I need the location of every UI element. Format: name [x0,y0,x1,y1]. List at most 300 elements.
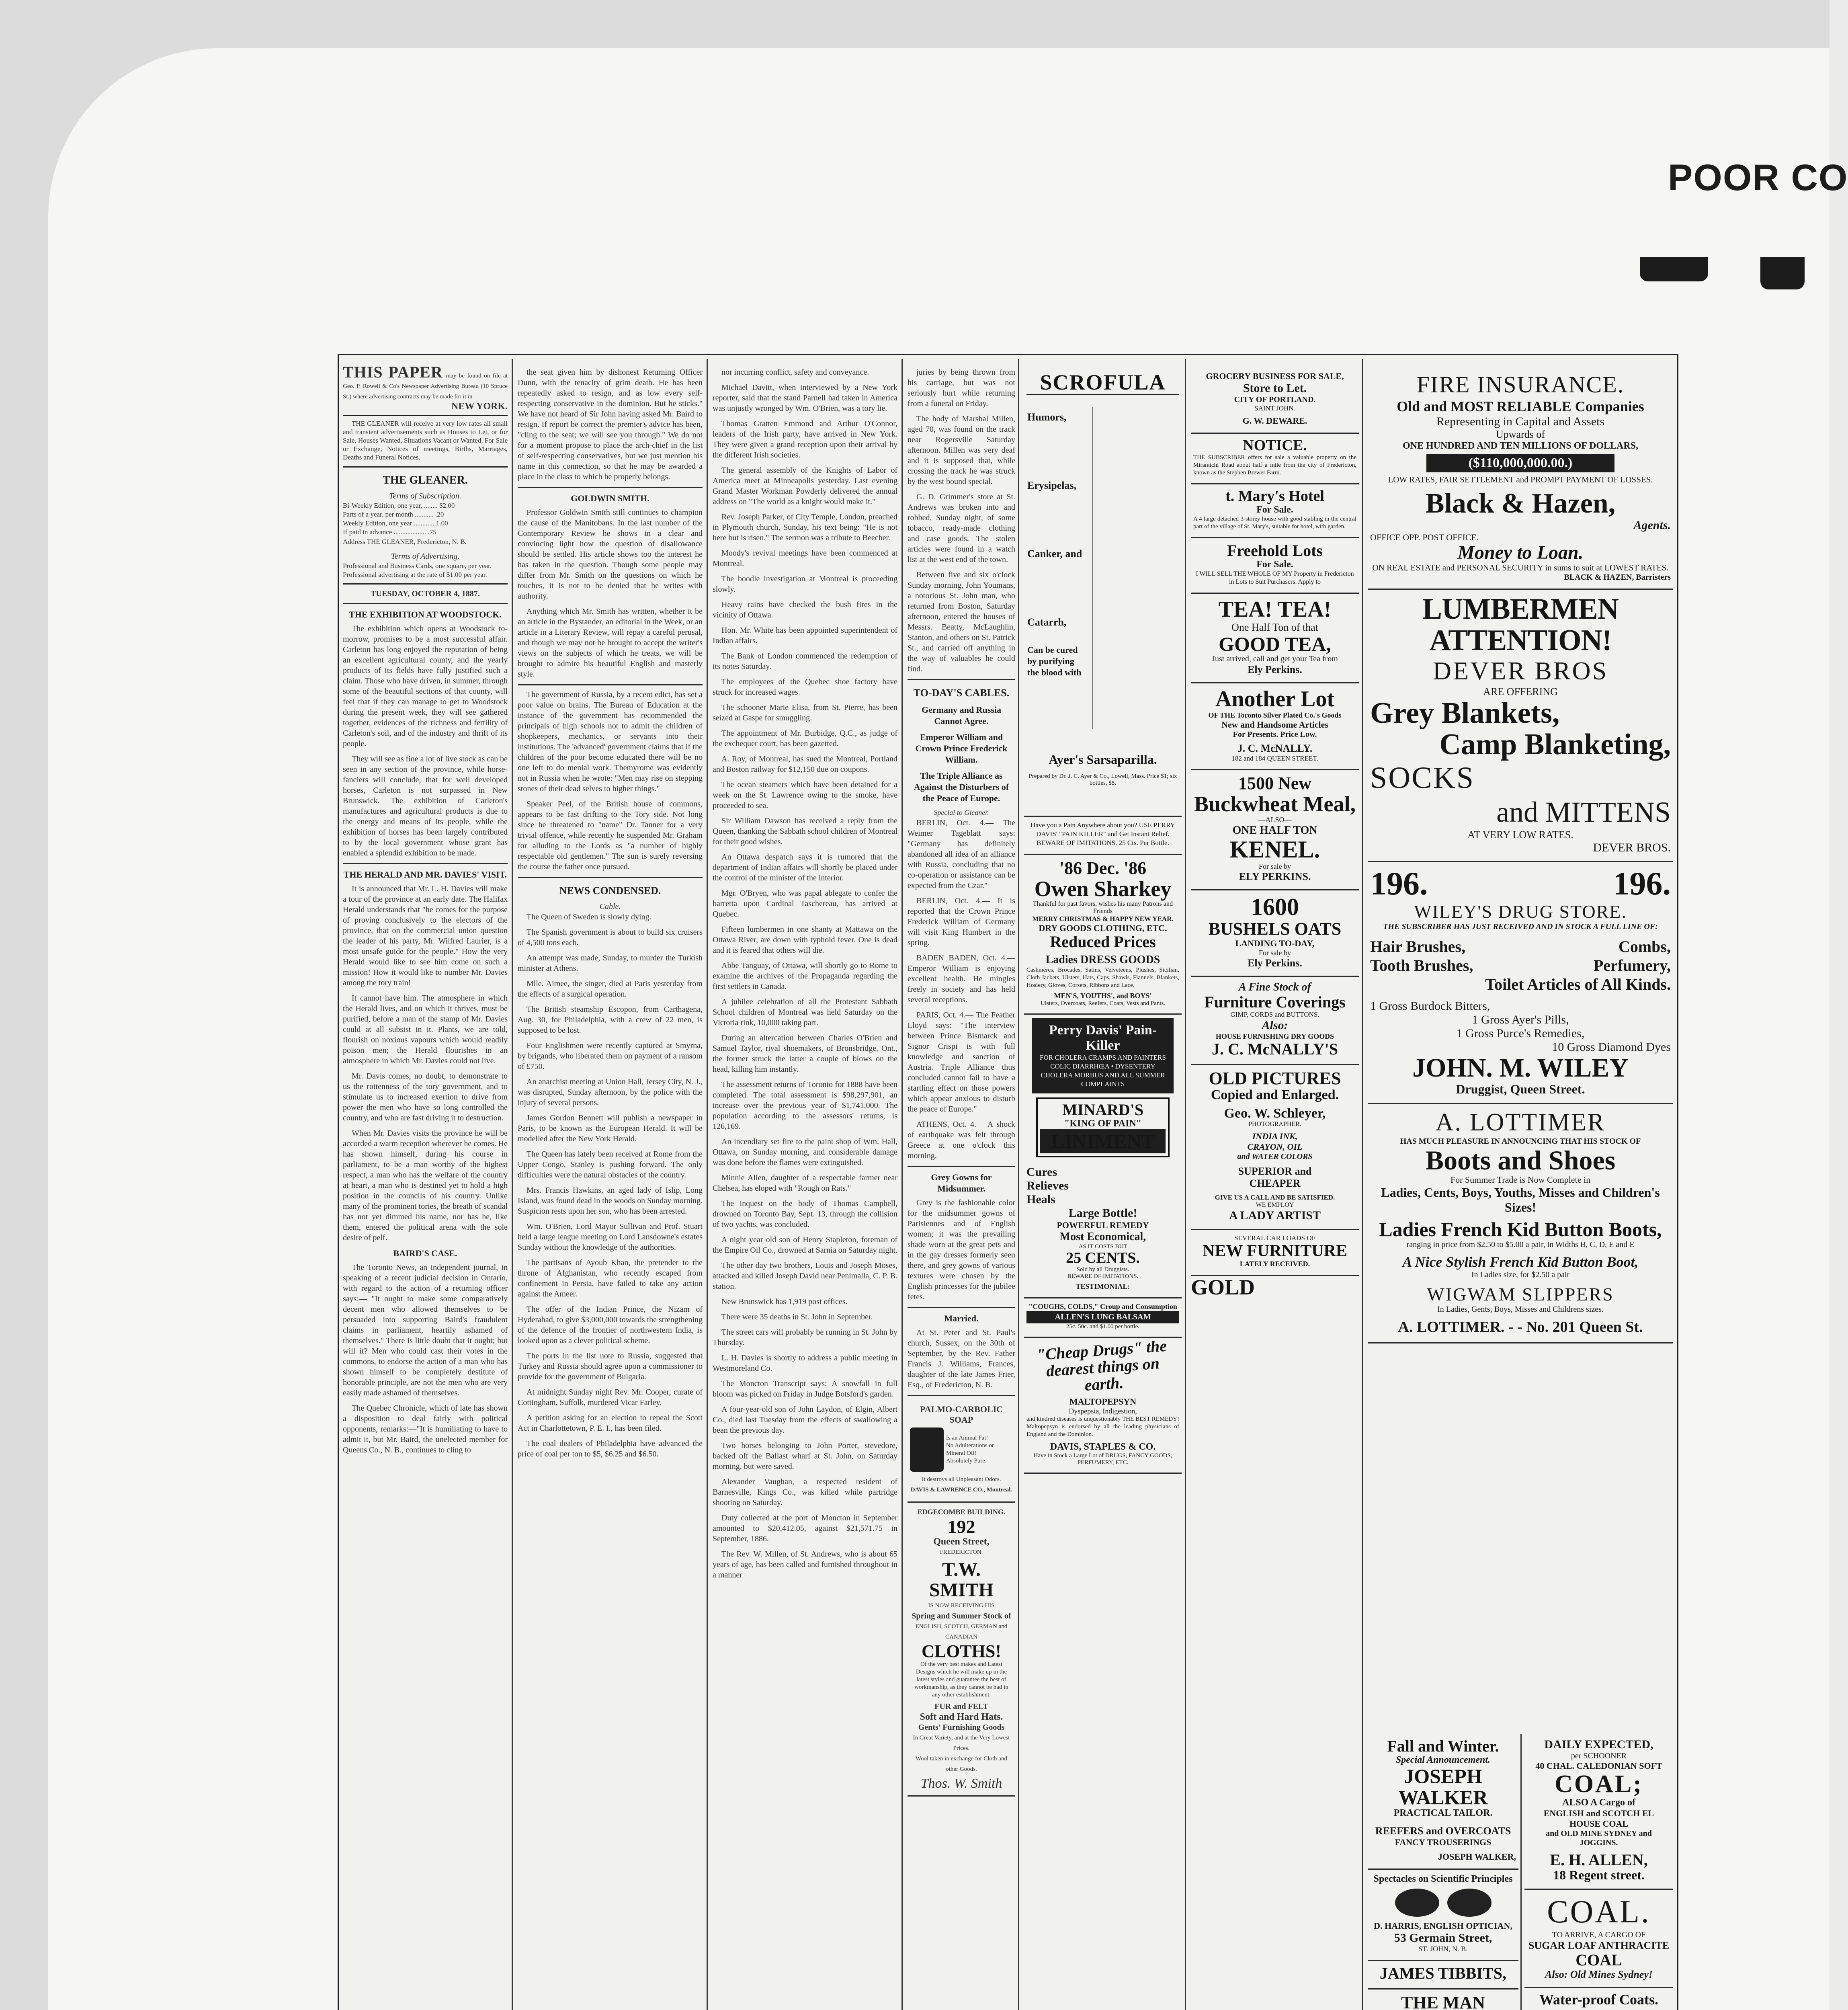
saint-john: SAINT JOHN. [1254,404,1295,412]
tooth-brushes: Tooth Brushes, [1370,956,1473,974]
lottimer: A. LOTTIMER [1435,1109,1606,1136]
upwards: Upwards of [1496,429,1545,440]
house-furnishing: HOUSE FURNISHING DRY GOODS [1215,1032,1334,1040]
most-economical: Most Economical, [1059,1231,1146,1243]
sugar-loaf: SUGAR LOAF ANTHRACITE [1528,1939,1670,1951]
palmo-maker: DAVIS & LAWRENCE CO., Montreal. [910,1487,1012,1493]
divider [343,583,508,585]
regent-street: 18 Regent street. [1553,1868,1645,1883]
reduced-prices: Reduced Prices [1050,932,1156,951]
money-to-loan: Money to Loan. [1457,541,1584,563]
news-item: Fifteen lumbermen in one shanty at Mattawa on the Ottawa River, are down with typhoid fever. One is dead and it is feared that others will die. [713,925,897,955]
mittens: and MITTENS [1496,796,1671,828]
joseph-walker-2: JOSEPH WALKER, [1438,1852,1516,1862]
car-loads: SEVERAL CAR LOADS OF [1234,1234,1315,1242]
news-item: The Queen has lately been received at Rome from the Upper Congo, Stanley is pushing forward. The only difficulties were the natural obstacles of the country. [518,1150,703,1179]
minards: MINARD'S [1062,1100,1144,1119]
herald-paragraph: When Mr. Davies visits the province he will be accorded a warm reception wherever he comes. He has shown himself, during his course in parliament, to be a man worthy of the highest respect, a man who has the welfare of the country at heart, a man who is destined yet to hold a high position in the councils of his country. Unlike many of the prominent tories, the breath of scandal has not yet dimmed his name, nor has he, like them, entered the political arena with the sole desire of pelf. [343,1129,508,1242]
news-item: Duty collected at the port of Moncton in September amounted to $20,412.05, against $21,571.75 in September, 1886. [713,1514,897,1543]
terms-line: Weekly Edition, one year ............ 1.00 [343,519,448,527]
stylish: A Nice Stylish French Kid Button Boot, [1402,1253,1639,1270]
news-item: A petition asking for an election to repeal the Scott Act in Charlottetown, P. E. I., has been filed. [518,1413,703,1433]
goldwin-headline: GOLDWIN SMITH. [571,493,649,503]
baird-continued: the seat given him by dishonest Returning Officer Dunn, with the tenacity of grim death. He has been repeatedly asked to resign, and as low every self-respecting conservative in the dominion. But he sticks." We have not heard of Sir John having asked Mr. Baird to resign. If report be correct the premier's advice has been, "cling to the seat; we will see you through." We do not for a moment propose to place the arch-chief in the list of self-respecting conservatives, but we just mention his name in this connection, so that he may be awarded a place in the class to which he properly belongs. [518,368,703,481]
tea-ad [1191,594,1359,683]
terms-line: Bi-Weekly Edition, one year, ........ $2.00 [343,502,455,509]
news-item: James Gordon Bennett will publish a newspaper in Paris, to be known as the European Herald. It will be modelled after the New York Herald. [518,1114,703,1143]
bushels-1600: 1600 [1251,893,1299,920]
baird-paragraph: The Toronto News, an independent journal, in speaking of a recent judicial decision in Ontario, with regard to the action of a returning officer says:— "It ought to make some comparatively decent men who allowed themselves to be persuaded into supporting Baird's fraudulent claims in parliament, heartily ashamed of themselves." There is little doubt that it ought; but will it? Men who could cast their votes in the commons, to endorse the action of a man who has shown himself to be completely destitute of honorable principle, are not the men who are very easily made ashamed of themselves. [343,1263,508,1397]
news-item: The Spanish government is about to build six cruisers of 4,500 tons each. [518,928,703,947]
newspaper-page [338,354,1678,2010]
st-marys-hotel-ad [1191,484,1359,538]
this-paper-title: THIS PAPER [343,363,443,381]
special-announcement: Special Announcement. [1395,1755,1491,1765]
freehold-lots: Freehold Lots [1227,541,1323,560]
dewar: G. W. DEWARE. [1242,416,1307,426]
english-scotch: ENGLISH and SCOTCH EL [1543,1808,1654,1819]
fine-stock: A Fine Stock of [1239,980,1311,993]
tooth-row [1370,956,1671,975]
pleasure: HAS MUCH PLEASURE IN ANNOUNCING THAT HIS STOCK OF [1400,1137,1641,1146]
column-7-split-rule [1520,1734,1522,2010]
perry-big: Perry Davis' Pain-Killer [1049,1022,1157,1053]
terms-subscription: Terms of Subscription. [389,492,461,500]
lottimer-ad [1368,1104,1673,1343]
coal-1: COAL; [1555,1770,1643,1798]
offering: ARE OFFERING [1483,686,1558,698]
great-variety: In Great Variety, and at the Very Lowest Prices. [913,1735,1010,1752]
ranging: ranging in price from $2.50 to $5.00 a pair, in Widths B, C, D, E and E [1406,1240,1635,1249]
cables-headline: TO-DAY'S CABLES. [913,687,1010,699]
news-item: Two horses belonging to John Porter, stevedore, backed off the Ballast wharf at St. John, on Saturday morning, but were saved. [713,1441,897,1471]
news-item: The Queen of Sweden is slowly dying. [527,913,652,921]
schleyer-ad [1191,1065,1359,1230]
perfumery: Perfumery, [1593,956,1671,974]
news-item: The coal dealers of Philadelphia have advanced the price of coal per ton to $5, $6.25 and $6.50. [518,1439,703,1458]
french-kid: Ladies French Kid Button Boots, [1379,1218,1662,1241]
cable-item: PARIS, Oct. 4.— The Feather Lloyd says: "The interview between Prince Bismarck and Signor Crispi is with full knowledge and sanction of Austria. Triple Alliance thus concluded cannot fail to have a startling effect on those powers which appear anxious to disturb the peace of Europe." [908,1011,1015,1114]
for-sale-by-2: For sale by [1259,948,1291,957]
column-2 [518,367,703,2010]
news-item: G. D. Grimmer's store at St. Andrews was broken into and robbed, Sunday night, of some tobacco, ready-made clothing and case goods. The stolen articles were found in a watch list at the west end of the town. [908,492,1015,564]
news-item: At midnight Sunday night Rev. Mr. Cooper, curate of Cottingham, Suffolk, murdered Vicar Farley. [518,1388,703,1407]
tea: TEA! TEA! [1218,597,1332,622]
column-rule [512,359,513,2010]
news-item: The body of Marshal Millen, aged 70, was found on the track near Rogersville Saturday afternoon. Millen was very deaf and it is supposed that, while crossing the track he was struck by the west bound special. [908,414,1015,486]
one-half-ton: ONE HALF TON [1232,824,1317,837]
grey-blankets: Grey Blankets, [1370,697,1560,730]
low-rates: LOW RATES, FAIR SETTLEMENT and PROMPT PAYMENT OF LOSSES. [1388,475,1653,484]
house-coal: HOUSE COAL [1569,1819,1629,1829]
beware: BEWARE OF IMITATIONS. [1067,1273,1139,1280]
grocery-ad [1191,367,1359,434]
office: OFFICE OPP. POST OFFICE. [1370,532,1479,542]
news-item: Sir William Dawson has received a reply from the Queen, thanking the Sabbath school children of Montreal for their good wishes. [713,816,897,846]
news-item: A jubilee celebration of all the Protestant Sabbath School children of Montreal was held Saturday on the Victoria rink, 10,000 taking part. [713,997,897,1027]
stylish-sub: In Ladies size, for $2.50 a pair [1471,1270,1570,1279]
column-5 [1024,367,1182,2010]
new-furniture-ad [1191,1230,1359,1276]
st-john: ST. JOHN, N. B. [1418,1945,1468,1953]
lottimer-2: A. LOTTIMER. - - No. 201 Queen St. [1398,1318,1643,1335]
cable-item: ATHENS, Oct. 4.— A shock of earthquake was felt through Greece at one o'clock this morning. [908,1120,1015,1160]
india-ink: INDIA INK, [1252,1131,1298,1141]
edge-street: Queen Street, [933,1536,990,1547]
cheap-drugs: "Cheap Drugs" the dearest things on earth. [1036,1337,1168,1395]
news-item: Moody's revival meetings have been commenced at Montreal. [713,549,897,568]
news-item: Minnie Allen, daughter of a respectable farmer near Chelsea, has eloped with "Rough on Rats." [713,1173,897,1193]
diamond-dyes: 10 Gross Diamond Dyes [1552,1040,1671,1054]
this-paper-notice [343,363,508,416]
davis-staples: DAVIS, STAPLES & CO. [1050,1442,1156,1452]
number-196-right: 196. [1613,865,1671,902]
schleyer: Geo. W. Schleyer, [1224,1106,1326,1121]
exhibition-paragraph: The exhibition which opens at Woodstock to-morrow, promises to be a most successful affair. Carleton has long enjoyed the reputation of being an excellent agricultural county, and the yearly products of its fields have fully justified such a claim. Those who have driven, in summer, through some of the beautiful sections of that county, will feel that if they can manage to get to Woodstock during the present week, they will see gathered together, evidences of the richness and fertility of Carleton's soil, and of the industry and thrift of its people. [343,624,508,748]
merry: MERRY CHRISTMAS & HAPPY NEW YEAR. [1032,915,1174,923]
ely-perkins-2: ELY PERKINS. [1239,870,1311,882]
news-item: Mlle. Aimee, the singer, died at Paris yesterday from the effects of a surgical operation. [518,979,703,999]
mcnally-address: 182 and 184 QUEEN STREET. [1231,754,1318,762]
heals: Heals [1026,1193,1055,1206]
representing: Representing in Capital and Assets [1436,415,1605,428]
adv-line: Professional advertising at the rate of $1.00 per year. [343,571,487,578]
owen-sharkey: Owen Sharkey [1034,877,1172,901]
landing: LANDING TO-DAY, [1235,938,1315,948]
socks: SOCKS [1370,761,1475,795]
news-item: The street cars will probably be running in St. John by Thursday. [713,1328,897,1347]
tea-sub: Just arrived, call and get your Tea from [1212,654,1338,664]
king-of-pain: "KING OF PAIN" [1064,1118,1141,1129]
owen-sharkey-ad [1024,855,1182,1015]
news-item: The ocean steamers which have been detained for a week on the St. Lawrence owing to the smoke, have proceeded to sea. [713,780,897,810]
column-7-right [1524,1734,1673,2010]
news-item: Abbe Tanguay, of Ottawa, will shortly go to Rome to examine the archives of the Propaganda regarding the first settlers in Canada. [713,961,897,991]
new-handsome: New and Handsome Articles [1221,719,1328,730]
divider [518,684,703,685]
grey-gowns-headline: Grey Gowns for Midsummer. [931,1172,992,1194]
herald-paragraph: It cannot have him. The atmosphere in which the Herald lives, and on which it thrives, must be purified, before a man of the stamp of Mr. Davies could at all subsist in it. Plants, we are told, flourish on noxious vapours which would readily poison men; the Herald flourishes in an atmosphere in which Mr. Davies could not live. [343,994,508,1065]
the-man-ad [1368,1989,1518,2010]
davis-sub: Have in Stock a Large Lot of DRUGS, FANCY GOODS, PERFUMERY, ETC. [1033,1452,1172,1466]
relieves: Relieves [1026,1179,1069,1193]
scrofula-labels [1027,411,1088,678]
news-item: An attempt was made, Sunday, to murder the Turkish minister at Athens. [518,954,703,973]
palmo-line: No Adulterations or Mineral Oil! [946,1442,994,1456]
freehold-body: I WILL SELL THE WHOLE OF MY Property in Fredericton in Lots to Suit Purchasers. Apply to [1196,570,1354,585]
news-item: The inquest on the body of Thomas Campbell, drowned on Toronto Bay, Sept. 13, through the collision of two yachts, was concluded. [713,1199,897,1229]
news-item: juries by being thrown from his carriage, but was not seriously hurt while returning from a funeral on Friday. [908,368,1015,408]
notice-body: THE SUBSCRIBER offers for sale a valuable property on the Miramichi Road about half a mile from the city of Fredericton, known as the Stephen Brewer Farm. [1193,454,1356,476]
palmo-body [910,1428,1013,1472]
portland: CITY OF PORTLAND. [1234,395,1316,404]
boots-shoes: Boots and Shoes [1425,1145,1616,1176]
news-item: Rev. Joseph Parker, of City Temple, London, preached in Plymouth church, Sunday, his text being: "He is not here but is risen." The sermon was a tribute to Beecher. [713,513,897,542]
store-to-let: Store to Let. [1243,381,1307,395]
edge-city: FREDERICTON. [940,1549,983,1556]
also-2: Also: [1262,1018,1288,1032]
fire-insurance-ad [1368,367,1673,590]
news-item: A. Roy, of Montreal, has sued the Montreal, Portland and Boston railway for $12,150 due on coupons. [713,755,897,774]
scrofula-ad [1024,367,1182,817]
scrofula-label: Erysipelas, [1027,480,1077,491]
news-item: Wm. O'Brien, Lord Mayor Sullivan and Prof. Stuart held a large league meeting on Lord Lansdowne's estates Sunday without the knowledge of the authorities. [518,1222,703,1252]
news-item: The employees of the Quebec shoe factory have struck for increased wages. [713,677,897,697]
divider [343,466,508,468]
eye-icon [1447,1889,1492,1917]
eh-allen: E. H. ALLEN, [1550,1851,1648,1869]
coal-3: COAL [1576,1951,1622,1969]
lately: LATELY RECEIVED. [1240,1259,1310,1268]
news-item: Hon. Mr. White has been appointed superintendent of Indian affairs. [713,626,897,645]
freehold-ad [1191,538,1359,594]
fire-insurance: FIRE INSURANCE. [1416,371,1625,398]
divider [908,1166,1015,1167]
column-6 [1191,367,1359,2010]
the-man: THE MAN [1401,1993,1485,2010]
minards-cures [1024,1161,1182,1298]
news-item: An Ottawa despatch says it is rumored that the department of Indian affairs will shortly be placed under the control of the minister of the interior. [713,853,897,882]
news-item: L. H. Davies is shortly to address a public meeting in Westmoreland Co. [713,1354,897,1373]
ely-perkins-3: Ely Perkins. [1248,957,1302,969]
very-low: AT VERY LOW RATES. [1467,829,1573,841]
scrofula-label: Humors, [1027,411,1067,423]
testimonial: TESTIMONIAL: [1076,1282,1130,1291]
barristers: BLACK & HAZEN, Barristers [1564,572,1671,582]
notice: NOTICE. [1243,437,1307,454]
allens-ad [1024,1298,1182,1338]
news-item: The Bank of London commenced the redemption of its notes Saturday. [713,652,897,671]
burdock: 1 Gross Burdock Bitters, [1370,999,1490,1013]
optician-ad [1368,1870,1518,1961]
news-item: During an altercation between Charles O'Brien and Samuel Taylor, rival shoemakers, of Bronsbridge, Ont., the former struck the latter a couple of blows on the head, killing him instantly. [713,1034,897,1074]
russia-paragraph: The government of Russia, by a recent edict, has set a poor value on brains. The Bureau of Education at the instance of the government has recommended the principals of high schools not to admit the children of shopkeepers, mechanics, or servants into their institutions. The 'advanced' government claims that if the children of the poor become educated there will be no one left to do menial work. Themyrome was evidently not in Russia when he wrote: "Men may rise on stepping stones of their dead selves to higher things." [518,690,703,793]
gold: GOLD [1191,1275,1255,1299]
brushes-row [1370,937,1671,956]
cloths: CLOTHS! [921,1641,1002,1661]
divider [343,603,508,604]
wool: Wool taken in exchange for Cloth and other Goods. [916,1756,1007,1773]
wiley-drug-store: WILEY'S DRUG STORE. [1414,901,1627,922]
spectacles: Spectacles on Scientific Principles [1373,1874,1513,1884]
cures: Cures [1026,1165,1057,1179]
palmo-title: PALMO-CARBOLIC SOAP [920,1404,1003,1425]
old-pictures: OLD PICTURES [1209,1068,1341,1088]
news-item: A four-year-old son of John Laydon, of Elgin, Albert Co., died last Tuesday from the effects of swallowing a bean the previous day. [713,1405,897,1435]
dever-bros-ad [1368,590,1673,862]
news-item: The partisans of Ayoub Khan, the pretender to the throne of Afghanistan, who recently escaped from confinement in Persia, have failed to take any action against the Ameer. [518,1258,703,1298]
copied: Copied and Enlarged. [1211,1087,1339,1103]
presents: For Presents. Price Low. [1233,730,1317,739]
gleaner-intro: THE GLEANER will receive at very low rates all small and transient advertisements such as Houses to Let, or for Sale, Houses Wanted, Situations Vacant or Wanted, For Sale or Exchange, Notices of meetings, Births, Marriages, Deaths and Funeral Notices. [343,420,508,461]
divider [908,1307,1015,1308]
for-sale-by: For sale by [1259,862,1291,870]
number-196-left: 196. [1370,865,1428,902]
summer-trade: For Summer Trade is Now Complete in [1450,1175,1591,1185]
tw-smith: T.W. SMITH [929,1559,994,1601]
baird-paragraph: The Quebec Chronicle, which of late has shown a disposition to deal fairly with political opponents, remarks:—"It is humiliating to have to admit it, but Mr. Baird, the unelected member for Queens Co., N. B., continues to cling to [343,1404,508,1454]
column-rule [1362,359,1363,2010]
soap-box-illustration [910,1428,944,1472]
exhibition-headline: THE EXHIBITION AT WOODSTOCK. [349,609,502,619]
waterproof-ad [1524,1988,1673,2010]
cents: 25 CENTS. [1066,1249,1140,1267]
film-tab [1640,257,1708,281]
news-item: The Rev. W. Millen, of St. Andrews, who is about 65 years of age, has been called and furnished throughout in a manner [713,1550,897,1579]
ladies-dress-goods: Ladies DRESS GOODS [1045,953,1160,966]
large-bottle: Large Bottle! [1068,1206,1137,1220]
news-item: The offer of the Indian Prince, the Nizam of Hyderabad, to give $3,000,000 towards the strengthening of the defence of the frontier of northwestern India, is looked upon as a clever political scheme. [518,1305,703,1345]
dever: DEVER BROS [1432,656,1608,685]
divider [908,679,1015,680]
column-4 [908,367,1015,2010]
palmo-line: Absolutely Pure. [946,1458,987,1464]
mcnally: J. C. McNALLY. [1237,742,1313,754]
grey-gowns-paragraph: Grey is the fashionable color for the midsummer gowns of Parisiennes and of English women; it was the prevailing shade worn at the great pets and in the gay dresses formerly seen there, and grey gowns of various textures were chosen by the English princesses for the jubilee fetes. [908,1198,1015,1301]
tw-smith-ad [908,1503,1015,1797]
column-rule [1018,359,1019,2010]
news-item: A night year old son of Henry Stapleton, foreman of the Empire Oil Co., drowned at Sarnia on Saturday night. [713,1235,897,1255]
column-7 [1368,367,1673,2010]
another-lot: Another Lot [1215,687,1335,712]
eye-icon [1395,1889,1439,1917]
mens-sub: Ulsters, Overcoats, Reefers, Coats, Vests and Pants. [1040,1000,1166,1007]
new-1500: 1500 New [1238,773,1312,793]
mcnallys: J. C. McNALLY'S [1211,1040,1338,1058]
news-item: The general assembly of the Knights of Labor of America meet at Minneapolis yesterday. Last evening Grand Master Workman Powderly delivered the annual address on "The world as a knight would make it." [713,466,897,506]
furniture-coverings-ad [1191,977,1359,1065]
silver-plate-ad [1191,683,1359,770]
hats: Soft and Hard Hats. [920,1712,1003,1723]
herald-paragraph: Mr. Davis comes, no doubt, to demonstrate to us the rottenness of the tory government, and to stimulate us to increased exertion to drive from power the men who have so long controlled the country, and who are fast driving it to destruction. [343,1072,508,1122]
goldwin-paragraph: Professor Goldwin Smith still continues to champion the cause of the Manitobans. In the last number of the Contemporary Review he shows in a clear and convincing light how the question of disallowance should be settled. His article shows too the interest he has taken in the question. Though some people may differ from Mr. Smith on the questions on which he touches, it is not to be denied that he writes with authority. [518,508,703,601]
real-estate: ON REAL ESTATE and PERSONAL SECURITY in sums to suit at LOWEST RATES. [1372,562,1669,572]
speaker-paragraph: Speaker Peel, of the British house of commons, appears to be fast drifting to the Tory side. Not long since he threatened to "name" Dr. Tanner for a very trivial offence, while recently he suspended Mr. Graham for alluding to the Lords as "a number of highly respectable old gentlemen." The sun is surely reversing the course the father once pursued. [518,800,703,871]
cheaper: CHEAPER [1249,1177,1301,1189]
fancy: FANCY TROUSERINGS [1395,1837,1492,1847]
arrive: TO ARRIVE, A CARGO OF [1552,1930,1646,1939]
testimonial-column [1092,407,1178,729]
maltopepsyn-ad [1024,1338,1182,1474]
mens: MEN'S, YOUTHS', and BOYS' [1054,991,1152,1000]
hotel-for-sale: For Sale. [1256,504,1293,515]
furniture-coverings: Furniture Coverings [1204,993,1346,1011]
special-note: Special to Gleaner. [934,808,989,816]
superior: SUPERIOR and [1238,1165,1312,1177]
wigwam: WIGWAM SLIPPERS [1427,1284,1614,1304]
caledonian: 40 CHAL. CALEDONIAN SOFT [1535,1761,1662,1771]
cable-item: BERLIN, Oct. 4.— It is reported that the Crown Prince Frederick William of Germany will visit King Humbert in the spring. [908,896,1015,947]
spring-summer: Spring and Summer Stock of [912,1612,1011,1621]
cable-item: BADEN BADEN, Oct. 4.— Emperor William is enjoying excellent health. He mingles freely in society and has held several receptions. [908,954,1015,1004]
tibbits-ad [1368,1961,1518,1989]
news-item: The other day two brothers, Louis and Joseph Moses, attacked and killed Joseph David near Penimalla, C. P. B. station. [713,1261,897,1291]
news-item: Mrs. Francis Hawkins, an aged lady of Islip, Long Island, was found dead in the woods on Sunday morning. Suspicion rests upon her son, who has been arrested. [518,1186,703,1216]
adv-line: Professional and Business Cards, one square, per year. [343,562,492,570]
scrofula-label: Canker, and [1027,548,1082,560]
cargo: ALSO A Cargo of [1562,1797,1635,1808]
mines: and OLD MINE SYDNEY and JOGGINS. [1546,1829,1652,1848]
news-item: Michael Davitt, when interviewed by a New York reporter, said that the stand Parnell had taken in America was unjustly wronged by Wm. O'Brien, was a tory lie. [713,383,897,413]
schooner: per SCHOONER [1571,1752,1627,1760]
cable-item: BERLIN, Oct. 4.— The Weimer Tageblatt says: "Germany has definitely abandoned all idea of an alliance with Russia, concluding that no co-operation or assistance can be expected from the Czar." [908,818,1015,890]
pain-killer-box: Have you a Pain Anywhere about you? USE PERRY DAVIS' "PAIN KILLER" and Get Instant Relief. BEWARE OF IMITATIONS. 25 Cts. Per Bottle. [1024,817,1182,855]
cost: AS IT COSTS BUT [1078,1243,1127,1250]
st-marys-hotel: t. Mary's Hotel [1225,487,1324,505]
this-paper-note: may be found on file at Geo. P. Rowell & Co's Newspaper Advertising Bureau (10 Spruce St.) where advertising contracts may be made for it in [343,373,508,400]
news-item: The schooner Marie Elisa, from St. Pierre, has been seized at Gaspe for smuggling. [713,703,897,722]
stock-types: ENGLISH, SCOTCH, GERMAN and CANADIAN [915,1623,1008,1641]
this-paper-city: NEW YORK. [451,401,508,412]
coal-2: COAL. [1547,1894,1651,1930]
malto-body: and kindred diseases is unquestionably THE BEST REMEDY! Maltopepsyn is endorsed by all the leading physicians of England and the Dominion. [1026,1416,1179,1438]
coal-2-ad [1524,1890,1673,1988]
can-be-cured: Can be cured by purifying the blood with [1027,645,1082,677]
terms-line: If paid in advance ................... .75 [343,528,436,536]
old-sydney: Also: Old Mines Sydney! [1545,1968,1653,1980]
news-item: An anarchist meeting at Union Hall, Jersey City, N. J., was disrupted, Sunday afternoon, by the police with the injury of several persons. [518,1077,703,1107]
ladies-body: Cashmeres, Brocades, Satins, Velveteens, Plushes, Sicilian, Cloth Jackets, Ulsters, Hats, Caps, Shawls, Flannels, Blankets, Hosiery, Gloves, Corsets, Ribbons and Lace. [1026,966,1179,989]
column-1 [343,363,508,2010]
allens-price: 25c. 50c. and $1.00 per bottle. [1066,1323,1140,1330]
herald-paragraph: It is announced that Mr. L. H. Davies will make a tour of the province at an early date. The Halifax Herald understands that "he comes for the purpose of proving conclusively to the electors of the province, that on the commercial union question the leader of his party, Mr. Wilfred Laurier, is a most unsafe guide for the people." How the very Herald would like to see him come on such a mission! How it would like to number Mr. Davies among the tory train! [343,884,508,987]
wiley-sub: THE SUBSCRIBER HAS JUST RECEIVED AND IN STOCK A FULL LINE OF: [1383,922,1658,931]
perry-for: FOR CHOLERA CRAMPS AND PAINTERS COLIC DIARRHŒA • DYSENTERY CHOLERA MORBUS AND ALL SUMMER COMPLAINTS [1040,1053,1166,1088]
lady-artist: A LADY ARTIST [1229,1208,1321,1222]
issue-date: TUESDAY, OCTOBER 4, 1887. [371,589,480,598]
employ: WE EMPLOY [1256,1201,1294,1208]
news-item: Mgr. O'Bryen, who was papal ablegate to confer the barretta upon Cardinal Taschereau, has arrived at Quebec. [713,889,897,919]
water-colors: and WATER COLORS [1237,1152,1313,1161]
cloths-text: Of the very best makes and Latest Designs which he will make up in the latest styles and guarantee the best of workmanship, as they cannot be had in any other establishment. [914,1661,1008,1698]
news-item: Thomas Gratten Emmond and Arthur O'Connor, leaders of the Irish party, have arrived in New York. They were given a grand reception upon their arrival by the different Irish societies. [713,419,897,459]
signature: Thos. W. Smith [920,1776,1002,1791]
druggists: Sold by all Druggists. [1076,1266,1129,1273]
kenel: KENEL. [1229,836,1320,863]
walker-ad [1368,1734,1518,1870]
tailor: PRACTICAL TAILOR. [1393,1808,1493,1818]
hotel-body: A 4 large detached 3-storey house with good stabling in the central part of the village of St. Mary's, suitable for hotel, with garden. [1193,515,1356,530]
goldwin-paragraph: Anything which Mr. Smith has written, whether it be an article in the Bystander, an editorial in the Week, or an article in a Literary Review, will repay a careful perusal, and though we may not be brought to accept the writer's views on the subjects of which he treats, we will be brought to admire his beautiful English and masterly style. [518,607,703,679]
fall-winter: Fall and Winter. [1387,1737,1499,1755]
coal-ad [1524,1734,1673,1890]
news-item: There were 35 deaths in St. John in September. [721,1313,873,1321]
herald-headline: THE HERALD AND MR. DAVIES' VISIT. [343,870,507,880]
lumbermen: LUMBERMEN ATTENTION! [1422,592,1619,657]
allens: ALLEN'S LUNG BALSAM [1026,1311,1179,1323]
news-item: nor incurring conflict, safety and conveyance. [721,368,869,377]
news-item: The boodle investigation at Montreal is proceeding slowly. [713,574,897,594]
edgecombe: EDGECOMBE BUILDING. [917,1508,1006,1516]
wiley-ad [1368,862,1673,1104]
cable-subhead: The Triple Alliance as Against the Disturbers of the Peace of Europe. [914,771,1009,803]
wigwam-sub: In Ladies, Gents, Boys, Misses and Childrens sizes. [1437,1304,1604,1314]
wiley-numbers [1370,866,1671,901]
gimp: GIMP, CORDS and BUTTONS. [1230,1010,1319,1018]
amount: ($110,000,000.00.) [1426,454,1614,472]
hair-brushes: Hair Brushes, [1370,937,1466,956]
news-item: The British steamship Escopon, from Carthagena, Aug. 30, for Philadelphia, with a crew of 22 men, is supposed to be lost. [518,1005,703,1035]
tibbits: JAMES TIBBITS, [1380,1964,1506,1982]
buckwheat: Buckwheat Meal, [1194,792,1356,816]
palmo-soap-ad [908,1400,1015,1503]
news-item: The ports in the list note to Russia, suggested that Turkey and Russia should agree upon a commissioner to provide for the government of Bulgaria. [518,1352,703,1381]
daily-expected: DAILY EXPECTED, [1544,1738,1653,1751]
coughs: "COUGHS, COLDS," Croup and Consumption [1028,1302,1177,1311]
photographer: PHOTOGRAPHER. [1248,1120,1301,1128]
oats: BUSHELS OATS [1208,919,1342,939]
news-item: Alexander Vaughan, a respected resident of Barnesville, Kings Co., was killed while partridge shooting on Saturday. [713,1477,897,1507]
